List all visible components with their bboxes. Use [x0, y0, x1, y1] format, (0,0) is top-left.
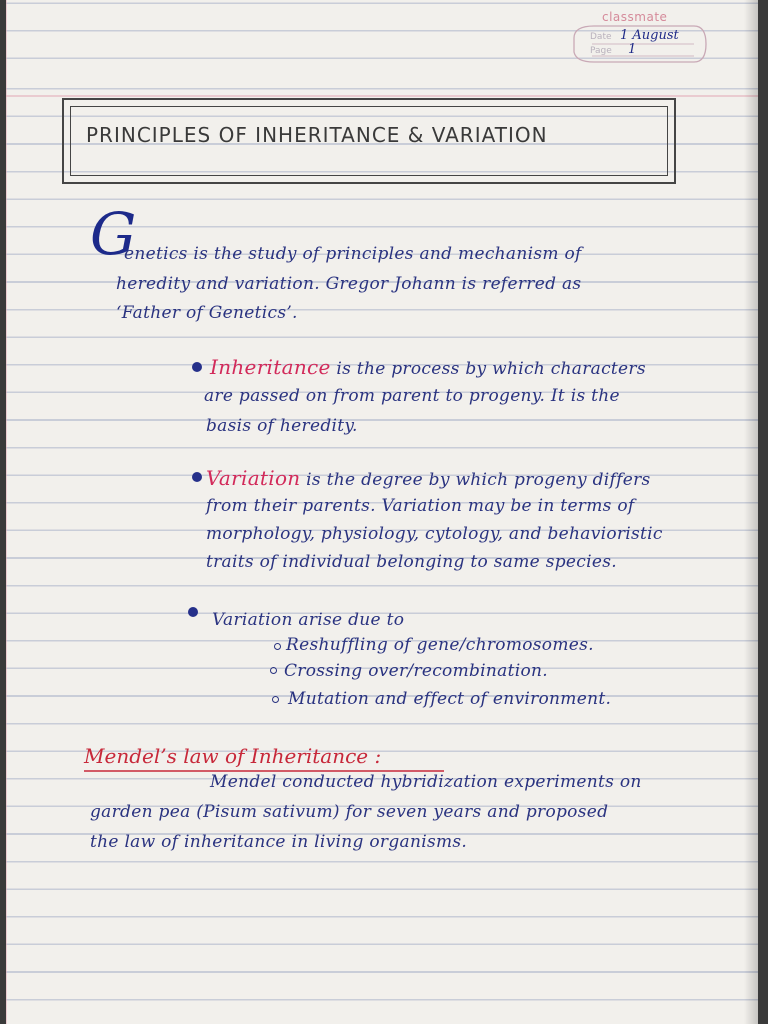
- stamp-page-value: 1: [628, 42, 637, 57]
- intro-line-2: heredity and variation. Gregor Johann is referred as: [116, 274, 582, 294]
- variation-line-3: morphology, physiology, cytology, and behavioristic: [206, 524, 663, 544]
- title-box: [62, 98, 676, 184]
- mendel-line-3: the law of inheritance in living organisms.: [90, 832, 468, 852]
- stamp-date-value: 1 August: [620, 28, 679, 43]
- causes-sub-bullet-1: [274, 643, 281, 650]
- stamp-brand: classmate: [602, 10, 668, 24]
- causes-sub-bullet-2: [270, 667, 277, 674]
- mendel-line-2: garden pea (Pisum sativum) for seven years and proposed: [90, 802, 609, 822]
- intro-line-1: enetics is the study of principles and mechanism of: [124, 244, 582, 264]
- variation-line-2: from their parents. Variation may be in terms of: [206, 496, 635, 516]
- causes-item-3: Mutation and effect of environment.: [288, 689, 612, 709]
- page-title: PRINCIPLES OF INHERITANCE & VARIATION: [86, 123, 548, 147]
- variation-bullet: [192, 472, 202, 482]
- intro-line-3: ‘Father of Genetics’.: [116, 303, 298, 323]
- causes-item-2: Crossing over/recombination.: [284, 661, 548, 681]
- inheritance-line-2: are passed on from parent to progeny. It is the: [204, 386, 620, 406]
- inheritance-line-3: basis of heredity.: [206, 416, 358, 436]
- causes-bullet: [188, 607, 198, 617]
- variation-line-1: [206, 466, 651, 490]
- causes-sub-bullet-3: [272, 696, 279, 703]
- variation-line-4: traits of individual belonging to same species.: [206, 552, 617, 572]
- inheritance-line-1-text: is the process by which characters: [330, 359, 646, 379]
- stamp-page-label: Page: [590, 46, 612, 56]
- notebook-page: [6, 0, 758, 1024]
- inheritance-term: Inheritance: [210, 355, 331, 379]
- causes-item-1: Reshuffling of gene/chromosomes.: [286, 635, 594, 655]
- date-page-stamp: [554, 8, 714, 70]
- inheritance-bullet: [192, 362, 202, 372]
- causes-heading: Variation arise due to: [212, 610, 405, 630]
- inheritance-line-1: [210, 355, 646, 379]
- page-edge-shadow: [744, 0, 758, 1024]
- variation-line-1-text: is the degree by which progeny differs: [300, 470, 651, 490]
- mendel-line-1: Mendel conducted hybridization experiments on: [210, 772, 642, 792]
- intro-dropcap: G: [90, 200, 137, 268]
- variation-term: Variation: [206, 466, 301, 490]
- mendel-heading: Mendel’s law of Inheritance :: [84, 744, 382, 768]
- stamp-date-label: Date: [590, 32, 612, 42]
